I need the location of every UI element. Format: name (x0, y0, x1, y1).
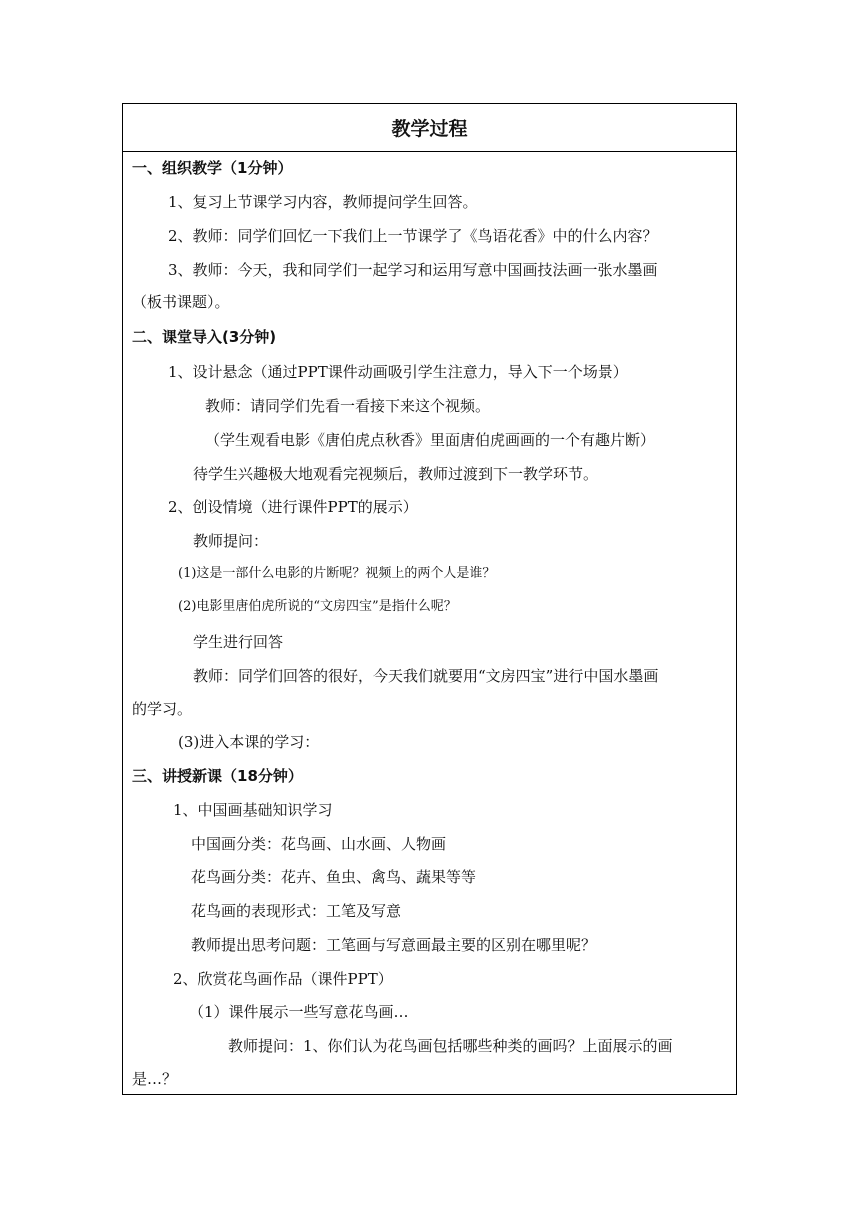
text-line: 1、中国画基础知识学习 (173, 801, 333, 819)
text-line: (3)进入本课的学习： (178, 733, 320, 751)
section-heading: 三、讲授新课（18分钟） (132, 767, 303, 785)
text-line: 1、设计悬念（通过PPT课件动画吸引学生注意力，导入下一个场景） (168, 363, 628, 381)
text-line: （1）课件展示一些写意花鸟画… (189, 1003, 409, 1021)
text-line: 教师提问： (193, 532, 269, 550)
text-line: 1、复习上节课学习内容，教师提问学生回答。 (168, 193, 478, 211)
text-line: (1)这是一部什么电影的片断呢？视频上的两个人是谁？ (178, 566, 496, 581)
text-line: 2、创设情境（进行课件PPT的展示） (168, 498, 418, 516)
text-line: （学生观看电影《唐伯虎点秋香》里面唐伯虎画画的一个有趣片断） (205, 431, 656, 449)
text-line: 教师提出思考问题：工笔画与写意画最主要的区别在哪里呢？ (191, 936, 597, 954)
text-line: 学生进行回答 (193, 633, 284, 651)
text-line: 花鸟画分类：花卉、鱼虫、禽鸟、蔬果等等 (191, 868, 477, 886)
section-heading: 二、课堂导入(3分钟) (132, 328, 277, 346)
text-line: 的学习。 (132, 700, 193, 718)
text-line: 2、教师：同学们回忆一下我们上一节课学了《鸟语花香》中的什么内容？ (168, 227, 658, 245)
text-line: (2)电影里唐伯虎所说的“文房四宝”是指什么呢？ (178, 599, 457, 614)
text-line: 是…？ (132, 1070, 178, 1088)
section-heading: 一、组织教学（1分钟） (132, 159, 293, 177)
text-line: 待学生兴趣极大地观看完视频后，教师过渡到下一教学环节。 (193, 465, 599, 483)
text-line: （板书课题）。 (132, 293, 230, 311)
text-line: 中国画分类：花鸟画、山水画、人物画 (191, 835, 447, 853)
text-line: 2、欣赏花鸟画作品（课件PPT） (173, 970, 393, 988)
text-line: 花鸟画的表现形式：工笔及写意 (191, 902, 402, 920)
text-line: 教师：同学们回答的很好，今天我们就要用“文房四宝”进行中国水墨画 (193, 667, 659, 685)
table-title: 教学过程 (391, 118, 468, 140)
lesson-process-table (122, 103, 737, 1095)
table-header-row (123, 104, 736, 152)
text-line: 3、教师：今天，我和同学们一起学习和运用写意中国画技法画一张水墨画 (168, 261, 658, 279)
text-line: 教师：请同学们先看一看接下来这个视频。 (205, 397, 491, 415)
text-line: 教师提问：1、你们认为花鸟画包括哪些种类的画吗？上面展示的画 (228, 1037, 673, 1055)
